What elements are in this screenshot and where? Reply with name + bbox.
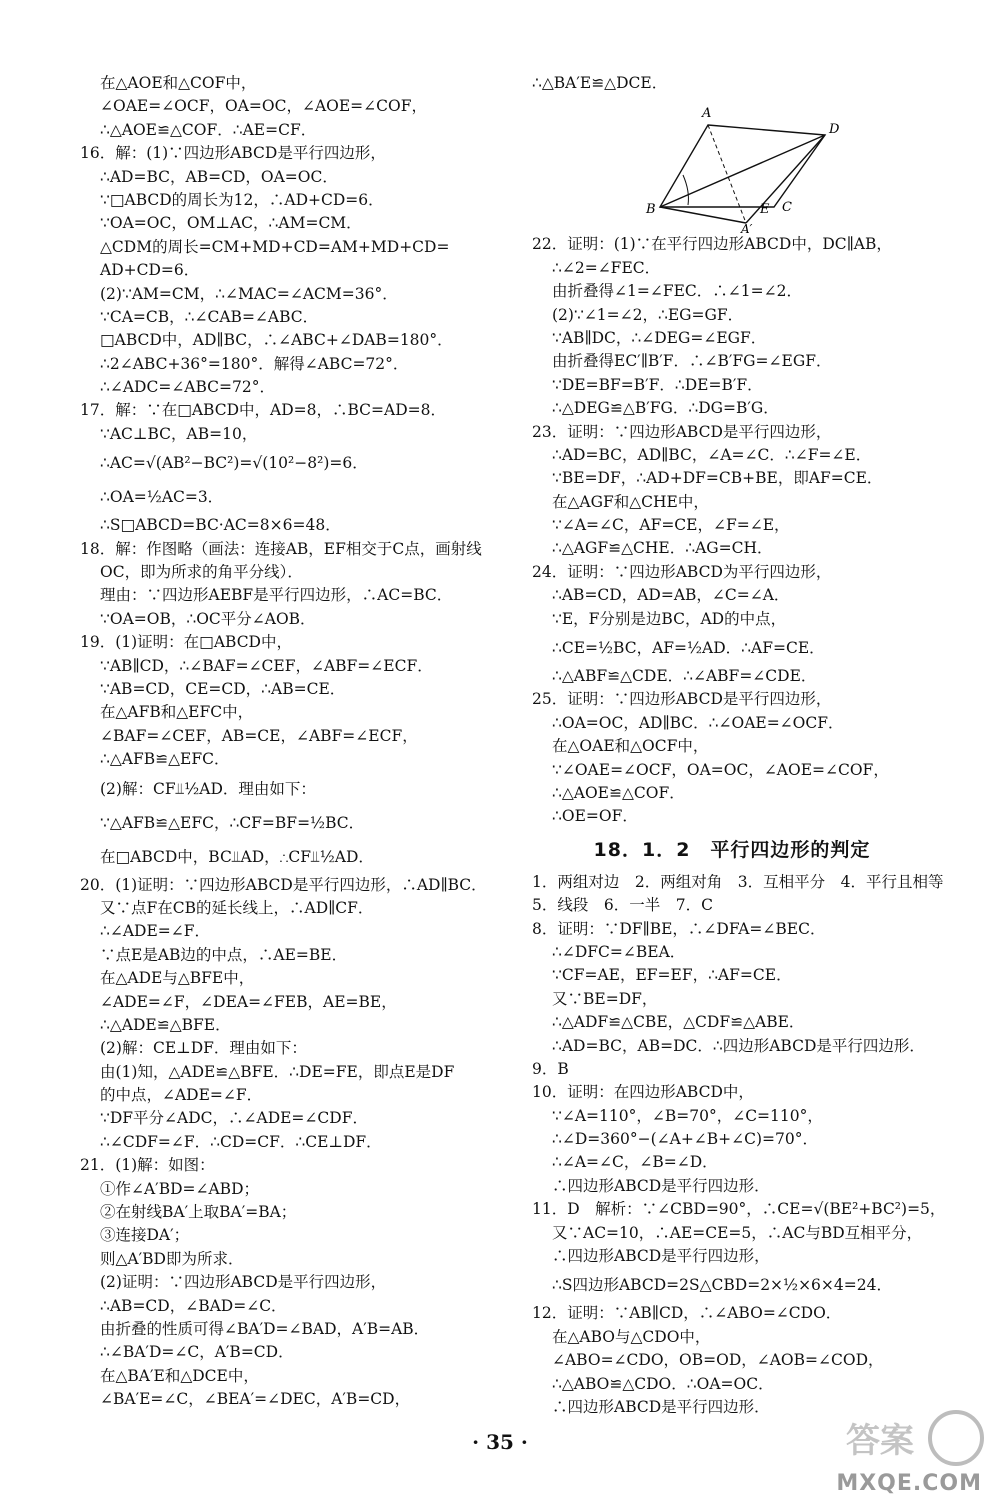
answer-line: 25．证明：∵四边形ABCD是平行四边形，: [532, 690, 832, 709]
answer-line: 在△AOE和△COF中，: [100, 74, 257, 92]
answer-line: ∵AB=CD，CE=CD，∴AB=CE．: [100, 679, 346, 698]
answer-line: AD+CD=6．: [100, 261, 200, 280]
answer-line: ∴△DEG≌△B′FG．∴DG=B′G．: [552, 399, 779, 418]
answer-line: 在△ABO与△CDO中，: [552, 1327, 711, 1346]
answer-line: 17．解：∵在□ABCD中，AD=8，∴BC=AD=8．: [80, 401, 446, 420]
answer-line: ∴S□ABCD=BC·AC=8×6=48．: [100, 516, 341, 535]
answer-line: OC，即为所求的角平分线）．: [100, 563, 303, 582]
answer-line: ∴△ADE≌△BFE．: [100, 1015, 231, 1034]
answer-line: ∴∠A=∠C，∠B=∠D．: [552, 1153, 718, 1172]
answer-line: ∴∠ADC=∠ABC=72°．: [100, 378, 275, 397]
answer-line: 的中点，∠ADE=∠F．: [100, 1086, 263, 1105]
answer-line: ∴AD=BC，AB=CD，OA=OC．: [100, 167, 338, 186]
answer-line: 在△AGF和△CHE中，: [552, 492, 709, 511]
answer-line: ∴OA=OC，AD∥BC．∴∠OAE=∠OCF．: [552, 713, 844, 732]
answer-line: ①作∠A′BD=∠ABD；: [100, 1179, 260, 1198]
answer-line: ∴∠ADE=∠F．: [100, 922, 211, 941]
answer-line: 又∵AC=10，∴AE=CE=5，∴AC与BD互相平分，: [552, 1223, 923, 1242]
answer-line: ∴△AOE≌△COF．: [552, 783, 685, 802]
answer-line: ∵点E是AB边的中点，∴AE=BE．: [100, 945, 348, 964]
answer-line: ∵AB∥CD，∴∠BAF=∠CEF，∠ABF=∠ECF．: [100, 656, 433, 675]
answer-line: 由折叠得EC′∥B′F．∴∠B′FG=∠EGF．: [552, 352, 832, 371]
answer-line: 在□ABCD中，BC⫫AD，∴CF⫫½AD．: [100, 847, 374, 866]
right-answer-lines-2: [532, 871, 946, 1420]
answer-line: ∵∠A=∠C，AF=CE，∠F=∠E，: [552, 516, 790, 535]
answer-line: 则△A′BD即为所求．: [100, 1249, 244, 1268]
answer-line: ∴四边形ABCD是平行四边形．: [552, 1176, 770, 1195]
section-title: 18．1．2 平行四边形的判定: [593, 838, 871, 861]
answer-line: ∵CF=AE，EF=EF，∴AF=CE．: [552, 966, 792, 985]
answer-line: ∴OA=½AC=3．: [100, 488, 224, 507]
answer-line: ∴△AFB≌△EFC．: [100, 750, 230, 769]
answer-line: 9．B: [532, 1059, 569, 1078]
watermark-icon: [836, 1404, 986, 1474]
watermark-logo: [836, 1404, 986, 1496]
answer-line: ∴△ADF≌△CBE，△CDF≌△ABE．: [552, 1013, 805, 1032]
answer-line: ∵CA=CB，∴∠CAB=∠ABC．: [100, 307, 319, 326]
label-E: E: [760, 202, 770, 218]
answer-line: ∴∠2=∠FEC．: [552, 258, 661, 277]
answer-line: ∴OE=OF．: [552, 807, 638, 826]
answer-line: ∵E，F分别是边BC，AD的中点，: [552, 609, 787, 628]
answer-line: ∵BE=DF，∴AD+DF=CB+BE，即AF=CE．: [552, 469, 883, 488]
answer-line: ②在射线BA′上取BA′=BA；: [100, 1203, 297, 1222]
answer-line: (2)证明：∵四边形ABCD是平行四边形，: [100, 1273, 387, 1292]
answer-line: 23．证明：∵四边形ABCD是平行四边形，: [532, 422, 832, 441]
answer-line: ∴△AOE≌△COF．∴AE=CF．: [100, 120, 317, 139]
answer-line: ∴2∠ABC+36°=180°．解得∠ABC=72°．: [100, 354, 409, 373]
answer-line: 由(1)知，△ADE≌△BFE．∴DE=FE，即点E是DF: [100, 1062, 455, 1081]
right-answer-lines: [532, 233, 932, 828]
answer-line: ∴∠CDF=∠F．∴CD=CF．∴CE⊥DF．: [100, 1132, 382, 1151]
answer-line: ∴CE=½BC，AF=½AD．∴AF=CE．: [552, 639, 825, 658]
answer-line: 5．线段 6．一半 7．C: [532, 896, 713, 915]
answer-line: 22．证明：(1)∵在平行四边形ABCD中，DC∥AB，: [532, 235, 892, 254]
answer-line: ∵DE=BF=B′F．∴DE=B′F．: [552, 375, 763, 394]
answer-line: ∵△AFB≌△EFC，∴CF=BF=½BC．: [100, 813, 365, 832]
answer-line: □ABCD中，AD∥BC，∴∠ABC+∠DAB=180°．: [100, 331, 453, 350]
answer-line: ∵∠A=110°，∠B=70°，∠C=110°，: [552, 1106, 823, 1125]
parallelogram-diagram: [610, 95, 850, 233]
answer-line: 11．D 解析：∵∠CBD=90°，∴CE=√(BE²+BC²)=5，: [532, 1200, 946, 1219]
answer-line: 在△ADE与△BFE中，: [100, 969, 255, 988]
answer-line: ∴四边形ABCD是平行四边形，: [552, 1247, 770, 1266]
answer-line: 由折叠得∠1=∠FEC．∴∠1=∠2．: [552, 282, 802, 301]
answer-line: ∴△ABF≌△CDE．∴∠ABF=∠CDE．: [552, 667, 817, 686]
answer-line: (2)∵AM=CM，∴∠MAC=∠ACM=36°．: [100, 284, 398, 303]
watermark-text: MXQE.COM: [836, 1471, 982, 1496]
answer-line: 在△BA′E和△DCE中，: [100, 1366, 259, 1385]
label-C: C: [782, 200, 792, 216]
answer-line: 18．解：作图略（画法：连接AB，EF相交于C点，画射线: [80, 539, 482, 558]
answer-line: 又∵BE=DF，: [552, 989, 658, 1008]
answer-line: ③连接DA′；: [100, 1226, 190, 1245]
answer-line: ∴AC=√(AB²−BC²)=√(10²−8²)=6．: [100, 454, 368, 473]
answer-line: 由折叠的性质可得∠BA′D=∠BAD，A′B=AB．: [100, 1319, 430, 1338]
answer-line: 10．证明：在四边形ABCD中，: [532, 1083, 754, 1102]
answer-line: ∵□ABCD的周长为12，∴AD+CD=6．: [100, 190, 384, 209]
answer-line: 在△OAE和△OCF中，: [552, 737, 709, 756]
answer-line: ∵AB∥DC，∴∠DEG=∠EGF．: [552, 328, 767, 347]
answer-line: ∴四边形ABCD是平行四边形．: [552, 1397, 770, 1416]
answer-line: ∴AB=CD，AD=AB，∠C=∠A．: [552, 586, 790, 605]
answer-line: 16．解：(1)∵四边形ABCD是平行四边形，: [80, 144, 386, 163]
answer-line: ∴△AGF≌△CHE．∴AG=CH．: [552, 539, 773, 558]
label-A: A: [702, 106, 712, 122]
svg-text:答案: 答案: [846, 1421, 914, 1461]
answer-line: 12．证明：∵AB∥CD，∴∠ABO=∠CDO．: [532, 1304, 842, 1323]
answer-line: (2)解：CE⊥DF．理由如下：: [100, 1039, 307, 1058]
answer-line: ∴∠DFC=∠BEA．: [552, 942, 686, 961]
label-D: D: [829, 122, 840, 138]
answer-line: ∠BAF=∠CEF，AB=CE，∠ABF=∠ECF，: [100, 726, 418, 745]
answer-line: 24．证明：∵四边形ABCD为平行四边形，: [532, 562, 832, 581]
answer-line: 8．证明：∵DF∥BE，∴∠DFA=∠BEC．: [532, 919, 826, 938]
answer-line: ∵OA=OC，OM⊥AC，∴AM=CM．: [100, 214, 362, 233]
answer-line: (2)∵∠1=∠2，∴EG=GF．: [552, 305, 744, 324]
answer-line: ∵OA=OB，∴OC平分∠AOB．: [100, 609, 316, 628]
answer-line: ∴AB=CD，∠BAD=∠C．: [100, 1296, 287, 1315]
right-column: [532, 72, 946, 1419]
answer-line: ∴AD=BC，AB=DC．∴四边形ABCD是平行四边形．: [552, 1036, 925, 1055]
answer-line: ∴∠BA′D=∠C，A′B=CD．: [100, 1343, 294, 1362]
page-number: · 35 ·: [472, 1430, 528, 1454]
parallelogram-figure: [532, 95, 932, 233]
answer-line: ∴△ABO≌△CDO．∴OA=OC．: [552, 1374, 774, 1393]
left-column: [80, 72, 500, 1412]
answer-line: ∠BA′E=∠C，∠BEA′=∠DEC，A′B=CD，: [100, 1390, 411, 1409]
label-A-prime: A′: [741, 222, 753, 234]
answer-line: ∵∠OAE=∠OCF，OA=OC，∠AOE=∠COF，: [552, 760, 889, 779]
answer-line: 又∵点F在CB的延长线上，∴AD∥CF．: [100, 898, 374, 917]
answer-line: 1．两组对边 2．两组对角 3．互相平分 4．平行且相等: [532, 872, 944, 891]
answer-line: 21．(1)解：如图：: [80, 1156, 215, 1175]
answer-line: △CDM的周长=CM+MD+CD=AM+MD+CD=: [100, 237, 450, 256]
label-B: B: [646, 202, 656, 218]
answer-line: (2)解：CF⫫½AD．理由如下：: [100, 779, 316, 798]
answer-line: ∠ABO=∠CDO，OB=OD，∠AOB=∠COD，: [552, 1351, 884, 1370]
answer-line: ∵DF平分∠ADC，∴∠ADE=∠CDF．: [100, 1109, 368, 1128]
answer-line: ∴S四边形ABCD=2S△CBD=2×½×6×4=24．: [552, 1276, 892, 1295]
answer-line: ∴∠D=360°−(∠A+∠B+∠C)=70°．: [552, 1130, 819, 1149]
answer-line: ∵AC⊥BC，AB=10，: [100, 424, 258, 443]
answer-line: 理由：∵四边形AEBF是平行四边形，∴AC=BC．: [100, 586, 453, 605]
answer-line: 19．(1)证明：在□ABCD中，: [80, 633, 292, 652]
right-top-line: ∴△BA′E≌△DCE．: [532, 74, 668, 92]
answer-line: ∠OAE=∠OCF，OA=OC，∠AOE=∠COF，: [100, 97, 427, 116]
answer-line: ∴AD=BC，AD∥BC，∠A=∠C．∴∠F=∠E．: [552, 445, 872, 464]
answer-line: 20．(1)证明：∵四边形ABCD是平行四边形，∴AD∥BC．: [80, 875, 487, 894]
answer-line: 在△AFB和△EFC中，: [100, 703, 254, 722]
answer-line: ∠ADE=∠F，∠DEA=∠FEB，AE=BE，: [100, 992, 397, 1011]
